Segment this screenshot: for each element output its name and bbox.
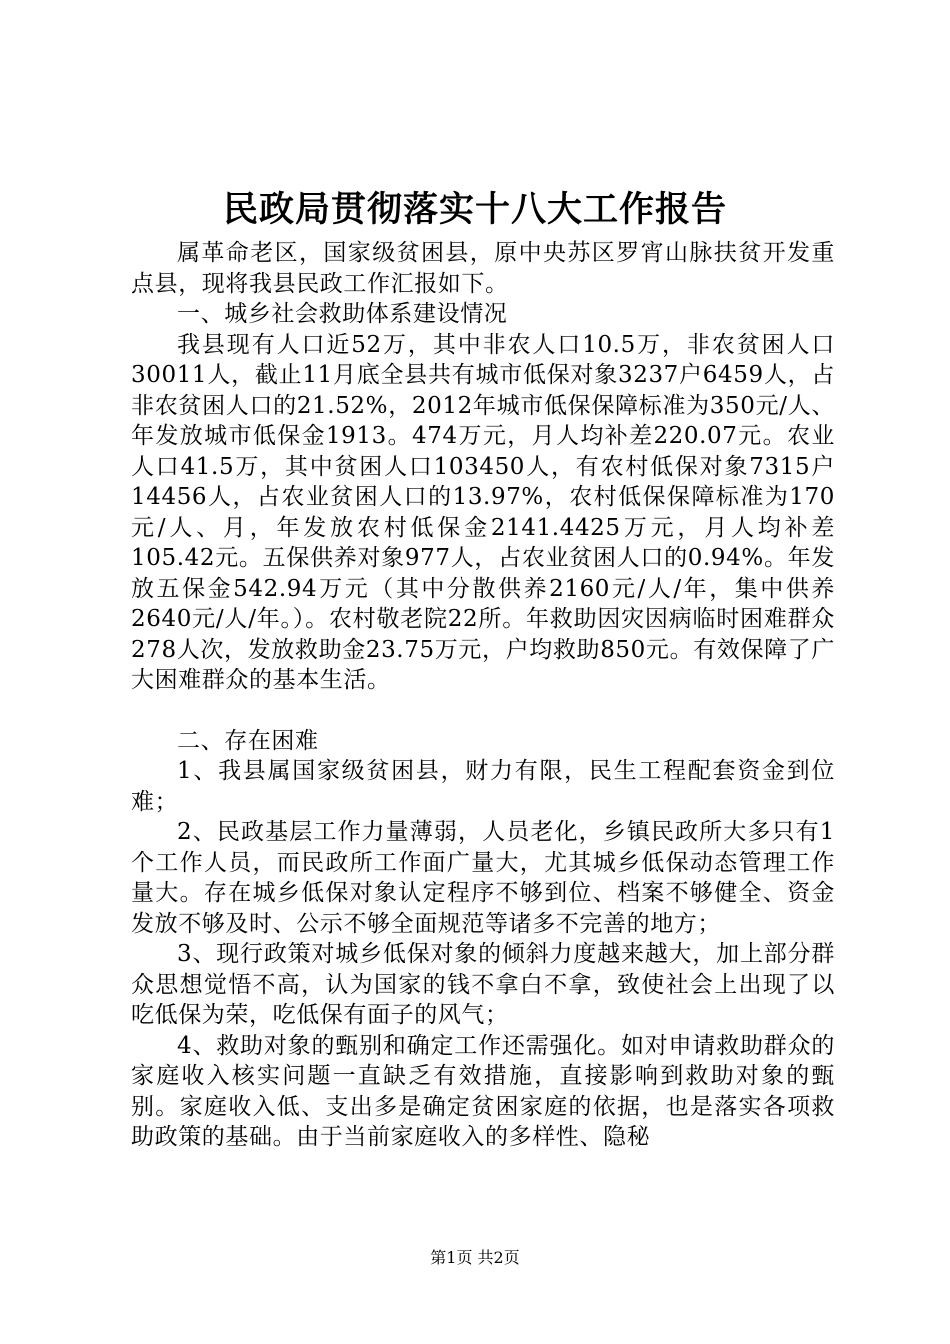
page-footer: 第1页 共2页: [430, 1248, 520, 1267]
difficulty-item-2: 2、民政基层工作力量薄弱，人员老化，乡镇民政所大多只有1个工作人员，而民政所工作面广量大，尤其城乡低保动态管理工作量大。存在城乡低保对象认定程序不够到位、档案不够健全、资金发放不够及时、公示不够全面规范等诸多不完善的地方；: [131, 819, 835, 937]
difficulty-item-4: 4、救助对象的甄别和确定工作还需强化。如对申请救助群众的家庭收入核实问题一直缺乏有效措施，直接影响到救助对象的甄别。家庭收入低、支出多是确定贫困家庭的依据，也是落实各项救助政策的基础。由于当前家庭收入的多样性、隐秘: [131, 1032, 835, 1150]
section-heading-2: 二、存在困难: [177, 727, 319, 754]
section-heading-1: 一、城乡社会救助体系建设情况: [177, 301, 508, 327]
document-title: 民政局贯彻落实十八大工作报告: [222, 189, 727, 230]
intro-paragraph: 属革命老区，国家级贫困县，原中央苏区罗宵山脉扶贫开发重点县，现将我县民政工作汇报如下。: [131, 240, 835, 297]
difficulty-item-3: 3、现行政策对城乡低保对象的倾斜力度越来越大，加上部分群众思想觉悟不高，认为国家的钱不拿白不拿，致使社会上出现了以吃低保为荣，吃低保有面子的风气；: [131, 941, 835, 1028]
difficulty-item-1: 1、我县属国家级贫困县，财力有限，民生工程配套资金到位难；: [131, 758, 835, 815]
document-body: [131, 238, 835, 1153]
statistics-paragraph: 我县现有人口近52万，其中非农人口10.5万，非农贫困人口30011人，截止11月底全县共有城市低保对象3237户6459人，占非农贫困人口的21.52%，2012年城市低保保障标准为350元/人、年发放城市低保金1913。474万元，月人均补差220.07元。农业人口41.5万，其中贫困人口103450人，有农村低保对象7315户14456人，占农业贫困人口的13.97%，农村低保保障标准为170元/人、月，年发放农村低保金2141.4425万元，月人均补差105.42元。五保供养对象977人，占农业贫困人口的0.94%。年发放五保金542.94万元（其中分散供养2160元/人/年，集中供养2640元/人/年。）。农村敬老院22所。年救助因灾因病临时困难群众278人次，发放救助金23.75万元，户均救助850元。有效保障了广大困难群众的基本生活。: [131, 331, 835, 693]
